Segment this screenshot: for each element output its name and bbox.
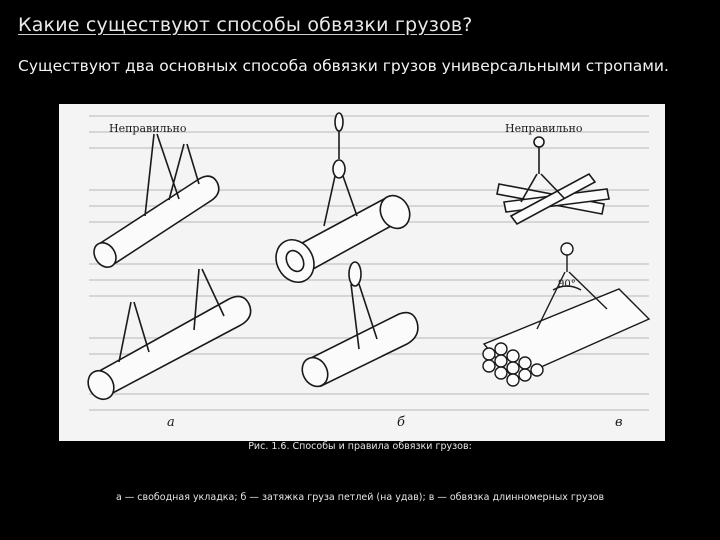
background-text-lines: [89, 116, 649, 410]
slide-subtitle: Существуют два основных способа обвязки грузов универсальными стропами.: [18, 57, 669, 75]
pipe-a: [83, 269, 251, 404]
slide-title-mark: ?: [462, 14, 473, 36]
rigging-figure: [59, 104, 665, 441]
label-a: а: [167, 415, 175, 430]
pipe-b: [297, 262, 418, 391]
pipe-wrong-left: [90, 134, 219, 271]
label-wrong-left: Неправильно: [109, 122, 187, 135]
label-b: б: [397, 415, 405, 430]
label-wrong-right: Неправильно: [505, 122, 583, 135]
flanged-pipe: [269, 113, 416, 289]
slide-title-text: Какие существуют способы обвязки грузов: [18, 14, 463, 36]
rigging-illustration: [59, 104, 665, 441]
figure-legend: а — свободная укладка; б — затяжка груза петлей (на удав); в — обвязка длинномерных грузов: [115, 492, 605, 503]
crossed-bars-wrong: [497, 137, 609, 224]
figure-caption: Рис. 1.6. Способы и правила обвязки грузов:: [248, 441, 472, 452]
slide-title: [18, 14, 473, 36]
angle-label: 90°: [558, 279, 576, 290]
label-v: в: [615, 415, 623, 430]
